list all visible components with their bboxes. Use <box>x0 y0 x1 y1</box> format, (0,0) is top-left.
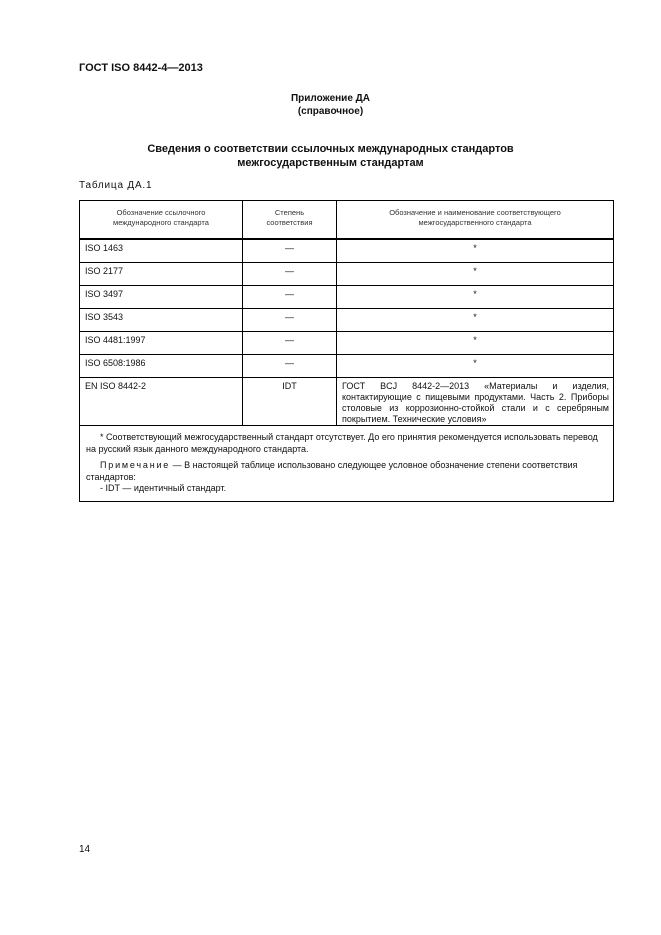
cell-name: * <box>337 286 614 309</box>
note-item: - IDT — идентичный стандарт. <box>100 483 227 493</box>
header-ref-line-1: Обозначение ссылочного <box>116 208 206 217</box>
table-label: Таблица ДА.1 <box>79 180 153 191</box>
header-interstate-standard <box>337 201 614 240</box>
section-title-line-2: межгосударственным стандартам <box>237 157 424 169</box>
cell-name: * <box>337 355 614 378</box>
header-interstate-line-1: Обозначение и наименование соответствующего <box>389 208 561 217</box>
cell-ref: ISO 3497 <box>80 286 243 309</box>
header-ref-line-2: международного стандарта <box>113 218 209 227</box>
table-row <box>80 355 614 378</box>
cell-degree: — <box>243 332 337 355</box>
cell-ref: ISO 4481:1997 <box>80 332 243 355</box>
table-row <box>80 263 614 286</box>
cell-ref: ISO 1463 <box>80 239 243 263</box>
cell-ref: ISO 3543 <box>80 309 243 332</box>
annex-title: Приложение ДА <box>290 93 371 104</box>
table-row <box>80 309 614 332</box>
table-header-row <box>80 201 614 240</box>
document-code-header: ГОСТ ISO 8442-4—2013 <box>79 62 203 74</box>
cell-degree: — <box>243 355 337 378</box>
annex-heading <box>0 92 661 118</box>
cell-ref: EN ISO 8442-2 <box>80 378 243 426</box>
standards-correspondence-table <box>79 200 614 502</box>
table-row <box>80 332 614 355</box>
cell-ref: ISO 6508:1986 <box>80 355 243 378</box>
note-label: Примечание <box>100 460 171 470</box>
table-row <box>80 239 614 263</box>
cell-degree: — <box>243 239 337 263</box>
annex-subtitle: (справочное) <box>297 106 364 117</box>
table-notes <box>80 426 614 502</box>
page-number: 14 <box>79 844 91 855</box>
table-row <box>80 378 614 426</box>
header-ref-standard <box>80 201 243 240</box>
cell-degree: IDT <box>243 378 337 426</box>
cell-name: * <box>337 332 614 355</box>
cell-name: * <box>337 263 614 286</box>
section-title <box>0 142 661 170</box>
note-text: — В настоящей таблице использовано следующее условное обозначение степени соответствия стандартов: <box>86 460 578 482</box>
header-interstate-line-2: межгосударственного стандарта <box>418 218 532 227</box>
cell-name: * <box>337 309 614 332</box>
header-degree-line-1: Степень <box>274 208 305 217</box>
cell-name: ГОСТ BCJ 8442-2—2013 «Материалы и изделия, контактирующие с пищевыми продуктами. Часть 2. Приборы столовые из коррозионно-стойкой стали и с серебряным покрытием. Технические условия» <box>337 378 614 426</box>
section-title-line-1: Сведения о соответствии ссылочных международных стандартов <box>147 143 514 155</box>
header-degree <box>243 201 337 240</box>
table-row <box>80 286 614 309</box>
header-degree-line-2: соответствия <box>266 218 313 227</box>
footnote-text: * Соответствующий межгосударственный стандарт отсутствует. До его принятия рекомендуется использовать перевод на русский язык данного международного стандарта. <box>86 432 598 454</box>
cell-degree: — <box>243 263 337 286</box>
cell-name: * <box>337 239 614 263</box>
cell-ref: ISO 2177 <box>80 263 243 286</box>
cell-degree: — <box>243 309 337 332</box>
cell-degree: — <box>243 286 337 309</box>
note-paragraph <box>86 460 607 483</box>
table-notes-row <box>80 426 614 502</box>
